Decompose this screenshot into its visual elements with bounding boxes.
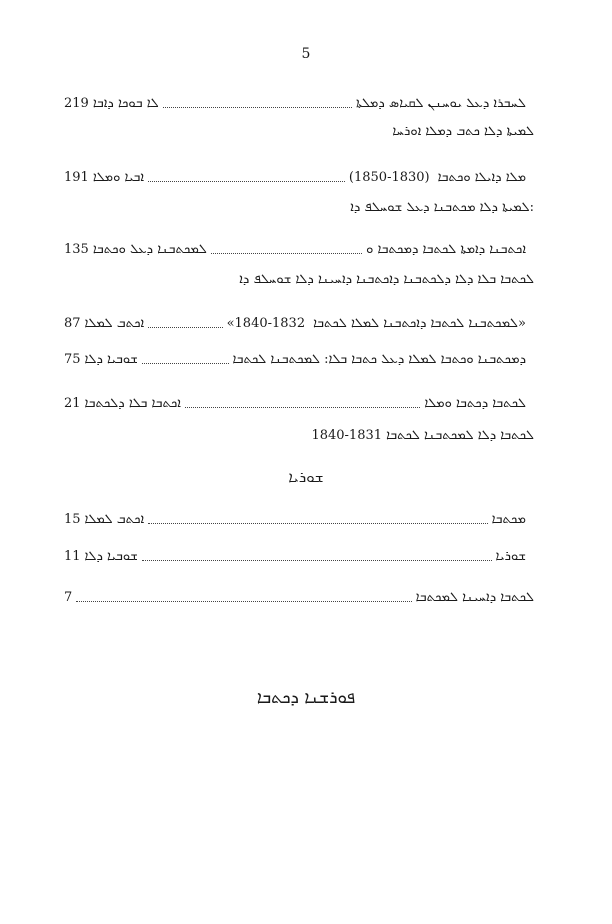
dot-leader bbox=[142, 363, 229, 364]
toc-entry[interactable] bbox=[64, 586, 534, 606]
entry-page: 15 bbox=[64, 512, 81, 527]
entry-title-right: ܠܟܬܒܐ ܕܟܬܒܐ ܘܡܠܐ bbox=[424, 396, 526, 411]
entry-title: ܫܘܒܝܐ ܕܠܐ bbox=[84, 352, 138, 367]
entry-continuation bbox=[64, 428, 534, 444]
entry-title: ܐܟܬܒ ܠܡܠܐ bbox=[84, 512, 145, 527]
entry-continuation: ܠܡܝܬܐ ܕܠܐ ܡܟܬܒܢܐ ܕܥܠ ܫܘܚܠܦ ܕܐ: bbox=[350, 200, 534, 215]
toc-entry[interactable] bbox=[64, 508, 534, 528]
entry-page: 191 bbox=[64, 170, 89, 185]
entry-title-right: ܐܟܬܒܢܐ ܕܐܡܬܐ ܠܟܬܒܐ ܕܡܟܬܒܐ ܘ bbox=[366, 242, 526, 257]
dot-leader bbox=[148, 523, 487, 524]
entry-title: ܠܐ ܒܘܟܐ ܕܐܒܐ bbox=[92, 96, 159, 111]
entry-date-range: (1850-1830) bbox=[348, 170, 430, 185]
toc-entry[interactable] bbox=[64, 92, 534, 112]
entry-title: ܐܒܝܐ ܘܡܠܐ bbox=[92, 170, 145, 185]
entry-date-range: 1840-1831 bbox=[311, 428, 383, 443]
entry-continuation: ܠܡܝܬܐ ܕܠܐ ܟܬܒ ܕܡܠܐ ܐܘܪܚܐ bbox=[392, 124, 534, 139]
toc-entry[interactable] bbox=[64, 545, 534, 565]
entry-title: ܐܟܬܒܐ ܒܠܐ ܕܠܟܬܒܐ bbox=[84, 396, 181, 411]
dot-leader bbox=[148, 327, 222, 328]
entry-page: 87 bbox=[64, 316, 81, 331]
entry-title: ܐܟܬܒ ܠܡܠܐ bbox=[84, 316, 145, 331]
entry-title: ܠܡܟܬܒܢܐ ܕܥܠ ܘܟܬܒܐ bbox=[92, 242, 207, 257]
toc-entry[interactable] bbox=[64, 392, 534, 412]
entry-page: 219 bbox=[64, 96, 89, 111]
entry-page: 11 bbox=[64, 549, 81, 564]
toc-entry[interactable] bbox=[64, 312, 534, 332]
entry-title: ܠܟܬܒܐ ܕܐܚܝܢܐ ܠܡܟܬܒܐ bbox=[415, 590, 534, 605]
entry-title-right: ܡܟܬܒܐ bbox=[491, 512, 526, 527]
dot-leader bbox=[163, 107, 352, 108]
toc-entry[interactable] bbox=[64, 238, 534, 258]
dot-leader bbox=[185, 407, 420, 408]
entry-continuation: ܠܟܬܒܐ ܒܠܐ ܕܠܐ ܕܠܟܬܒܢܐ ܕܐܟܬܒܢܐ ܕܐܚܝܢܐ ܕܠܐ ܫܘܚܠܦ ܕܐ bbox=[239, 272, 534, 287]
entry-page: 7 bbox=[64, 590, 73, 605]
toc-entry[interactable] bbox=[64, 166, 534, 186]
page-number: 5 bbox=[301, 46, 311, 62]
entry-page: 135 bbox=[64, 242, 89, 257]
entry-date-range: «1840-1832 bbox=[226, 316, 306, 331]
entry-title-right: ܡܠܐ ܕܐܝܠܐ ܘܟܬܒܐ bbox=[437, 170, 526, 185]
entry-page: 21 bbox=[64, 396, 81, 411]
dot-leader bbox=[76, 601, 411, 602]
section-heading: ܫܘܪܝܐ bbox=[288, 468, 324, 486]
entry-title: ܫܘܒܝܐ ܕܠܐ bbox=[84, 549, 138, 564]
entry-title-right: ܠܡܟܬܒܢܐ ܠܟܬܒܐ ܕܐܟܬܒܢܐ ܠܡܠܐ ܠܟܬܒܐ» bbox=[313, 316, 526, 331]
toc-entry[interactable] bbox=[64, 348, 534, 368]
entry-title-right: ܕܡܟܬܒܢܐ ܘܟܬܒܐ ܠܡܠܐ ܕܥܠ ܟܬܒܐ ܒܠܐ: ܠܡܟܬܒܢܐ ܠܟܬܒܐ bbox=[232, 352, 526, 367]
entry-continuation-text: ܠܟܬܒܐ ܕܠܐ ܠܡܟܬܒܢܐ ܠܟܬܒܐ bbox=[386, 428, 534, 443]
entry-page: 75 bbox=[64, 352, 81, 367]
dot-leader bbox=[142, 560, 492, 561]
entry-title-right: ܫܘܪܝܐ bbox=[495, 549, 526, 564]
dot-leader bbox=[148, 181, 345, 182]
entry-title-right: ܠܚܒܪܐ ܕܥܠ ܝܘܚܢܢ ܠܩܝܐܣ ܕܡܠܬܐ bbox=[356, 96, 526, 111]
page-title: ܦܘܪܫܢܐ ܕܟܬܒܐ bbox=[256, 688, 356, 708]
dot-leader bbox=[211, 253, 362, 254]
